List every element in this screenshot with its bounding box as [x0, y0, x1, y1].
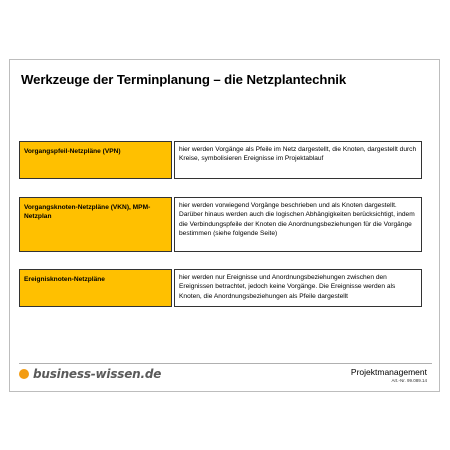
row-description: hier werden Vorgänge als Pfeile im Netz dargestellt, die Knoten, dargestellt durch Kreise, symbolisieren Ereignisse im Projektablauf — [174, 141, 422, 179]
table-row — [19, 197, 422, 252]
table-row — [19, 269, 422, 307]
article-number: Art.-Nr. 99.089.14 — [391, 378, 427, 383]
row-label: Ereignisknoten-Netzpläne — [19, 269, 172, 307]
row-description: hier werden nur Ereignisse und Anordnungsbeziehungen zwischen den Ereignissen betrachtet, jedoch keine Vorgänge. Die Ereignisse werden als Knoten, die Anordnungsbeziehungen als Pfeile dargestellt — [174, 269, 422, 307]
section-name: Projektmanagement — [350, 367, 427, 377]
row-label: Vorgangsknoten-Netzpläne (VKN), MPM-Netzplan — [19, 197, 172, 252]
brand-name: business-wissen.de — [33, 367, 162, 381]
brand-logo — [19, 367, 161, 381]
row-label: Vorgangspfeil-Netzpläne (VPN) — [19, 141, 172, 179]
footer-divider — [19, 363, 432, 364]
row-description: hier werden vorwiegend Vorgänge beschrieben und als Knoten dargestellt. Darüber hinaus werden auch die logischen Abhängigkeiten berücksichtigt, indem die Verbindungspfeile der Knoten die Anordnungsbeziehungen für die Vorgänge bestimmen (siehe folgende Seite) — [174, 197, 422, 252]
slide — [9, 59, 440, 392]
table-row — [19, 141, 422, 179]
brand-dot-icon — [19, 369, 29, 379]
slide-title: Werkzeuge der Terminplanung – die Netzplantechnik — [21, 72, 347, 87]
